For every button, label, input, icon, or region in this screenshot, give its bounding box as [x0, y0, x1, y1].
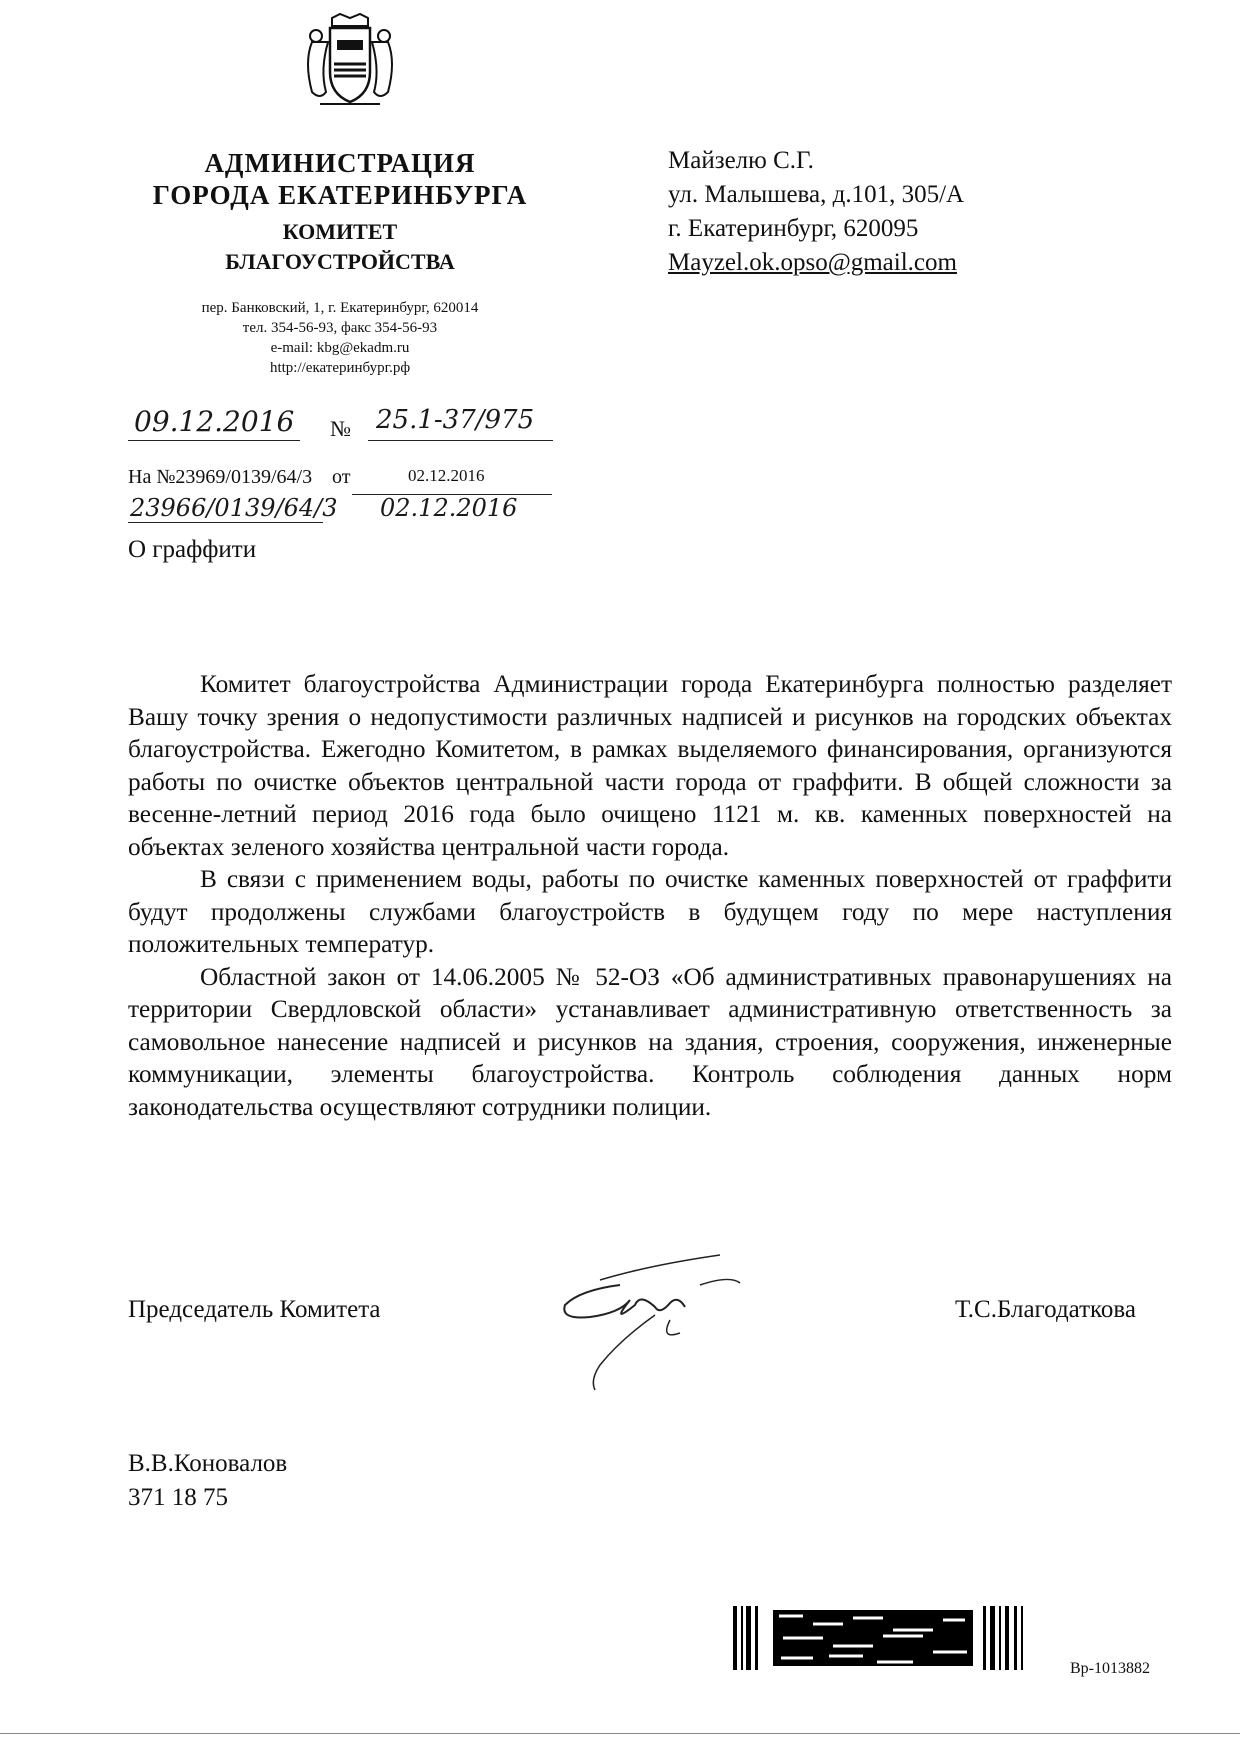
recipient-name: Майзелю С.Г.	[668, 147, 814, 174]
sender-dept-line-2: БЛАГОУСТРОЙСТВА	[225, 249, 455, 274]
reply-date-printed: 02.12.2016	[408, 466, 485, 485]
sender-phone: тел. 354-56-93, факс 354-56-93	[242, 320, 438, 336]
registration-date: 09.12.2016	[134, 405, 295, 438]
signatory-position: Председатель Комитета	[128, 1296, 381, 1323]
barcode-label: Вр-1013882	[1070, 1660, 1150, 1677]
body-paragraph-1: Комитет благоустройства Администрации города Екатеринбурга полностью разделяет Вашу точку зрения о недопустимости различных надписей и рисунков на городских объектах благоустройства. Ежегодно Комитетом, в рамках выделяемого финансирования, организуются работы по очистке объектов центральной части города от граффити. В общей сложности за весенне-летний период 2016 года было очищено 1121 м. кв. каменных поверхностей на объектах зеленого хозяйства центральной части города.	[128, 670, 1172, 861]
handwritten-signature	[560, 1245, 760, 1395]
body-paragraph-3: Областной закон от 14.06.2005 № 52-ОЗ «Об административных правонарушениях на территории Свердловской области» устанавливает административную ответственность за самовольное нанесение надписей и рисунков на здания, строения, сооружения, инженерные коммуникации, элементы благоустройства. Контроль соблюдения данных норм законодательства осуществляют сотрудники полиции.	[128, 962, 1172, 1121]
registration-number: 25.1-37/975	[376, 405, 535, 435]
letter-subject: О граффити	[128, 536, 257, 563]
executor-name: В.В.Коновалов	[128, 1450, 288, 1477]
executor-phone: 371 18 75	[128, 1484, 228, 1511]
reply-number-line	[128, 522, 323, 523]
document-barcode	[733, 1606, 1073, 1670]
coat-of-arms-emblem	[290, 12, 410, 112]
sender-address: пер. Банковский, 1, г. Екатеринбург, 620014	[201, 300, 479, 316]
number-sign: №	[330, 416, 351, 441]
sender-email: e-mail: kbg@ekadm.ru	[270, 340, 410, 356]
recipient-street: ул. Малышева, д.101, 305/А	[668, 181, 965, 208]
sender-website: http://екатеринбург.рф	[269, 360, 411, 376]
reply-date-handwritten: 02.12.2016	[380, 494, 518, 522]
reply-to-number: На №23969/0139/64/3	[128, 466, 313, 488]
letter-body	[128, 668, 1172, 1123]
recipient-email-link[interactable]: Mayzel.ok.opso@gmail.com	[668, 249, 957, 276]
sender-org-line-2: ГОРОДА ЕКАТЕРИНБУРГА	[152, 180, 528, 210]
signatory-name: Т.С.Благодаткова	[955, 1296, 1136, 1323]
registration-date-line	[128, 440, 300, 441]
registration-number-line	[368, 440, 553, 441]
recipient-city: г. Екатеринбург, 620095	[668, 215, 919, 242]
page-bottom-rule	[0, 1733, 1240, 1734]
reply-from-word: от	[332, 466, 351, 488]
sender-org-line-1: АДМИНИСТРАЦИЯ	[204, 148, 476, 178]
body-paragraph-2: В связи с применением воды, работы по очистке каменных поверхностей от граффити будут продолжены службами благоустройств в будущем году по мере наступления положительных температур.	[128, 865, 1172, 958]
reply-number-handwritten: 23966/0139/64/3	[130, 494, 338, 522]
sender-dept-line-1: КОМИТЕТ	[282, 219, 398, 244]
